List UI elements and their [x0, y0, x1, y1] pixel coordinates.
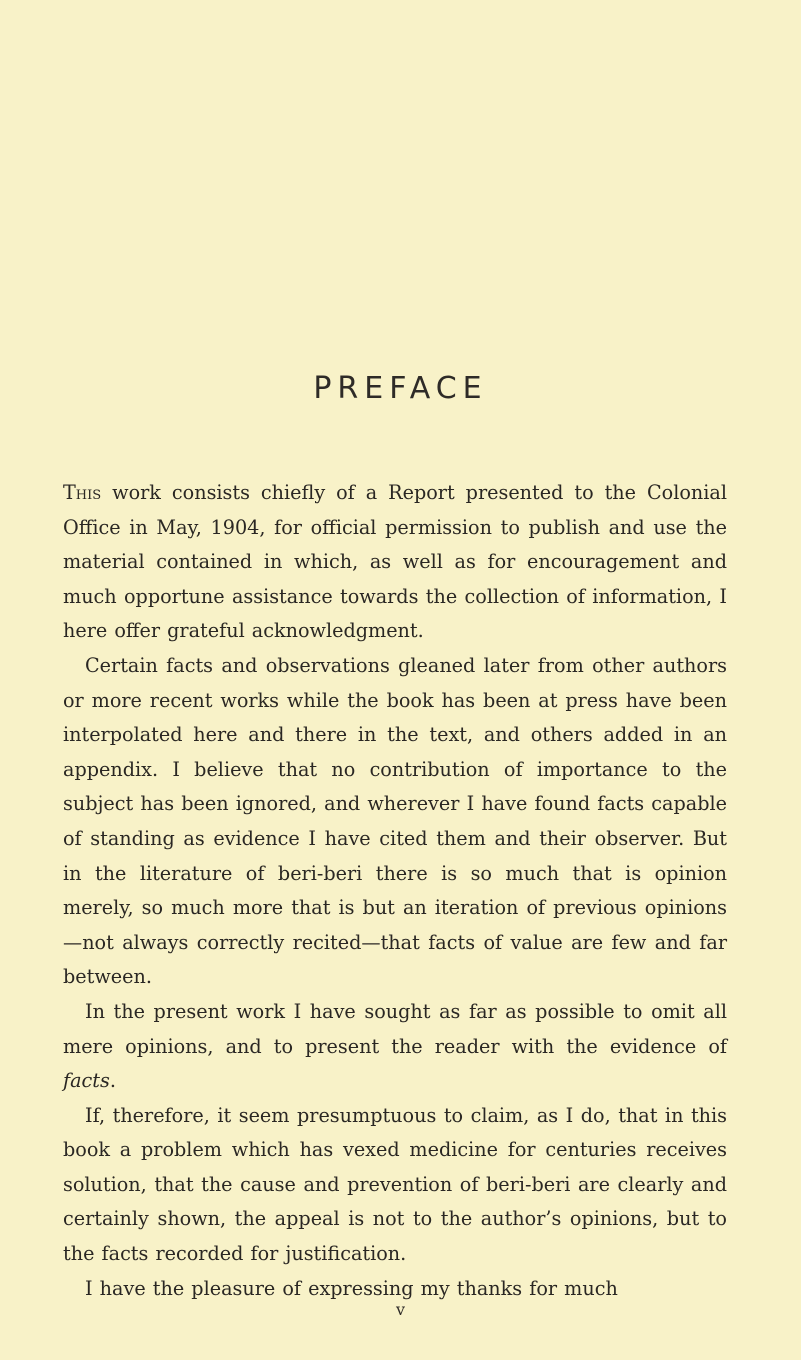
paragraph-1-text: work consists chiefly of a Report presented to the Colonial Office in May, 1904, for official permission to publish and use the material contained in which, as well as for encouragement and much opportune assistance towards the collection of information, I here offer grateful acknowledgment. [63, 481, 727, 643]
paragraph-3-text: In the present work I have sought as far as possible to omit all mere opinions, and to present the reader with the evidence of [63, 999, 727, 1058]
paragraph-3-emphasis: facts [63, 1069, 110, 1093]
paragraph-1 [63, 476, 727, 649]
paragraph-5: I have the pleasure of expressing my thanks for much [85, 1276, 618, 1300]
paragraph-2: Certain facts and observations gleaned later from other authors or more recent works while the book has been at press have been interpolated here and there in the text, and others added in an appendix. I believe that no contribution of importance to the subject has been ignored, and wherever I have found facts capable of standing as evidence I have cited them and their observer. But in the literature of beri-beri there is so much that is opinion merely, so much more that is but an iteration of previous opinions—not always correctly recited—that facts of value are few and far between. [63, 653, 727, 989]
paragraph-3-end: . [109, 1069, 116, 1093]
page-title: PREFACE [313, 371, 488, 406]
paragraph-3 [63, 995, 727, 1099]
page-number: v [395, 1300, 406, 1319]
paragraph-4: If, therefore, it seem presumptuous to claim, as I do, that in this book a problem which has vexed medicine for centuries receives solution, that the cause and prevention of beri-beri are clearly and certainly shown, the appeal is not to the author’s opinions, but to the facts recorded for justification. [63, 1103, 727, 1266]
paragraph-1-lead-word: This [63, 481, 102, 504]
preface-body [63, 476, 727, 1306]
